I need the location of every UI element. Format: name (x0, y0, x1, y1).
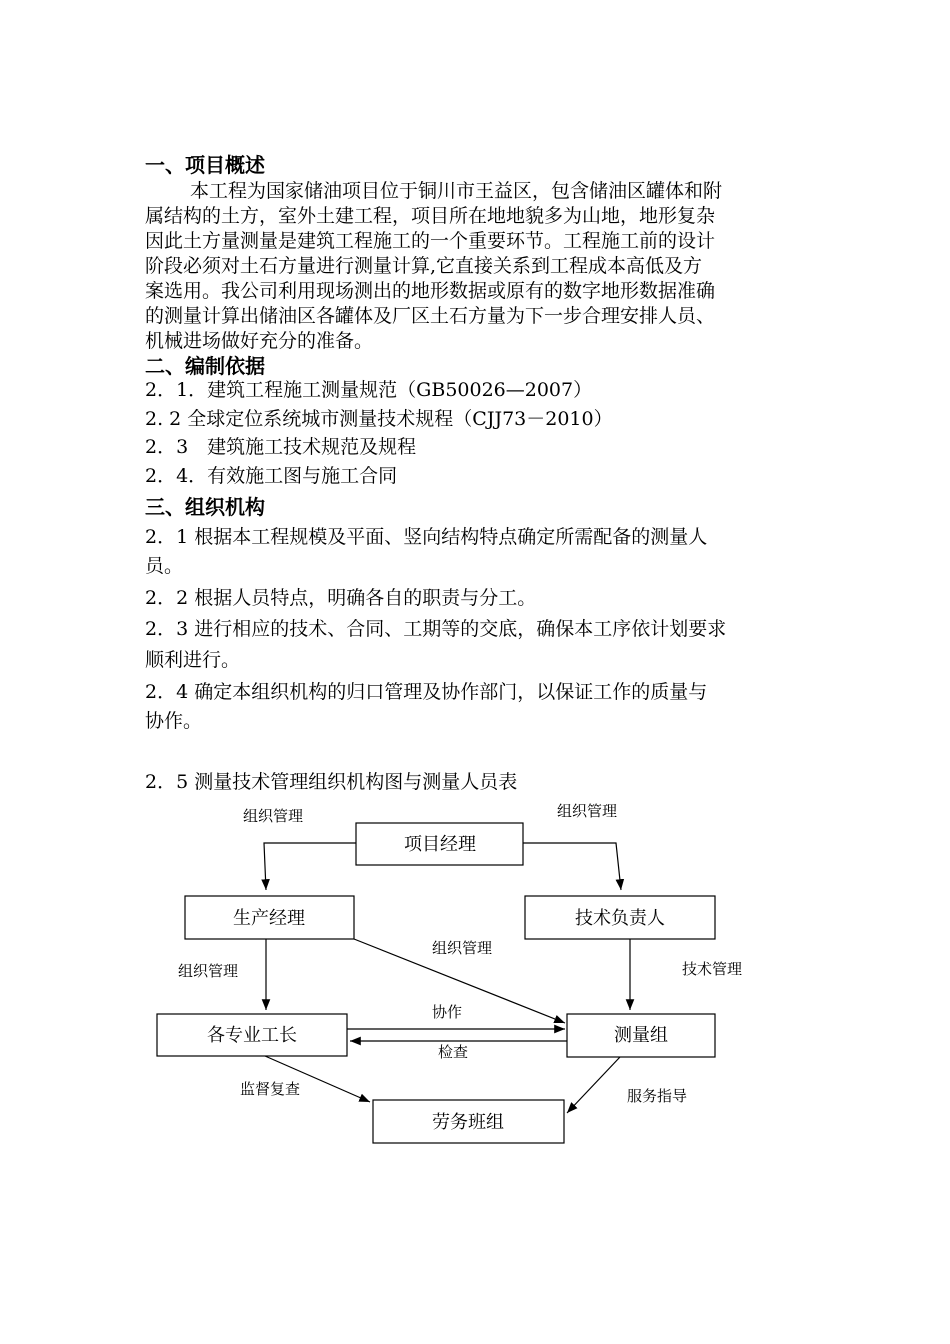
section-heading-basis: 二、编制依据 (145, 354, 265, 378)
edge-service (567, 1057, 620, 1113)
paragraph-line: 属结构的土方，室外土建工程，项目所在地地貌多为山地，地形复杂 (145, 205, 716, 227)
edge-label-tech-to-survey: 技术管理 (682, 960, 743, 978)
edge-label-inspect: 检查 (438, 1043, 469, 1061)
list-item: 2．3 建筑施工技术规范及规程 (145, 436, 417, 458)
box-project-manager (356, 823, 523, 865)
list-item: 2．2 根据人员特点，明确各自的职责与分工。 (145, 587, 537, 609)
edge-label-production-to-foremen: 组织管理 (178, 962, 239, 980)
paragraph-line: 本工程为国家储油项目位于铜川市王益区，包含储油区罐体和附 (190, 180, 723, 202)
box-labor-team-label: 劳务班组 (432, 1112, 504, 1133)
box-foremen-label: 各专业工长 (207, 1025, 297, 1046)
edge-pm-to-tech (523, 843, 621, 890)
box-tech-lead (525, 896, 715, 939)
box-labor-team (373, 1100, 564, 1143)
box-tech-lead-label: 技术负责人 (575, 908, 665, 929)
paragraph-line: 因此土方量测量是建筑工程施工的一个重要环节。工程施工前的设计 (145, 230, 716, 252)
box-survey-team-label: 测量组 (614, 1025, 668, 1046)
box-production-manager (185, 896, 354, 939)
box-foremen (157, 1014, 347, 1056)
paragraph-line: 的测量计算出储油区各罐体及厂区土石方量为下一步合理安排人员、 (145, 305, 716, 327)
list-item: 2．3 进行相应的技术、合同、工期等的交底，确保本工序依计划要求 (145, 618, 727, 640)
edge-label-production-to-survey: 组织管理 (432, 939, 493, 957)
edge-pm-to-production (264, 843, 356, 890)
section-heading-organization: 三、组织机构 (145, 495, 265, 519)
edge-label-service: 服务指导 (627, 1087, 688, 1105)
edge-label-pm-to-tech: 组织管理 (557, 802, 618, 820)
paragraph-line: 案选用。我公司利用现场测出的地形数据或原有的数字地形数据准确 (145, 280, 716, 302)
list-item: 2．4 确定本组织机构的归口管理及协作部门，以保证工作的质量与 (145, 681, 708, 703)
box-production-manager-label: 生产经理 (233, 908, 305, 929)
list-item: 2．1．建筑工程施工测量规范（GB50026—2007） (145, 379, 593, 401)
list-item: 2．4．有效施工图与施工合同 (145, 465, 398, 487)
edge-label-supervise: 监督复查 (240, 1080, 301, 1098)
edge-label-pm-to-production: 组织管理 (243, 807, 304, 825)
box-project-manager-label: 项目经理 (404, 834, 476, 855)
list-item: 顺利进行。 (145, 649, 241, 671)
list-item: 协作。 (145, 710, 203, 732)
list-item: 2. 2 全球定位系统城市测量技术规程（CJJ73－2010） (145, 408, 613, 430)
list-item: 员。 (145, 555, 184, 577)
box-survey-team (567, 1014, 715, 1057)
chart-caption: 2．5 测量技术管理组织机构图与测量人员表 (145, 771, 518, 793)
section-heading-overview: 一、项目概述 (145, 153, 265, 177)
paragraph-line: 机械进场做好充分的准备。 (145, 330, 374, 352)
edge-label-cooperate: 协作 (432, 1003, 463, 1021)
paragraph-line: 阶段必须对土石方量进行测量计算,它直接关系到工程成本高低及方 (145, 255, 703, 277)
list-item: 2．1 根据本工程规模及平面、竖向结构特点确定所需配备的测量人 (145, 526, 708, 548)
